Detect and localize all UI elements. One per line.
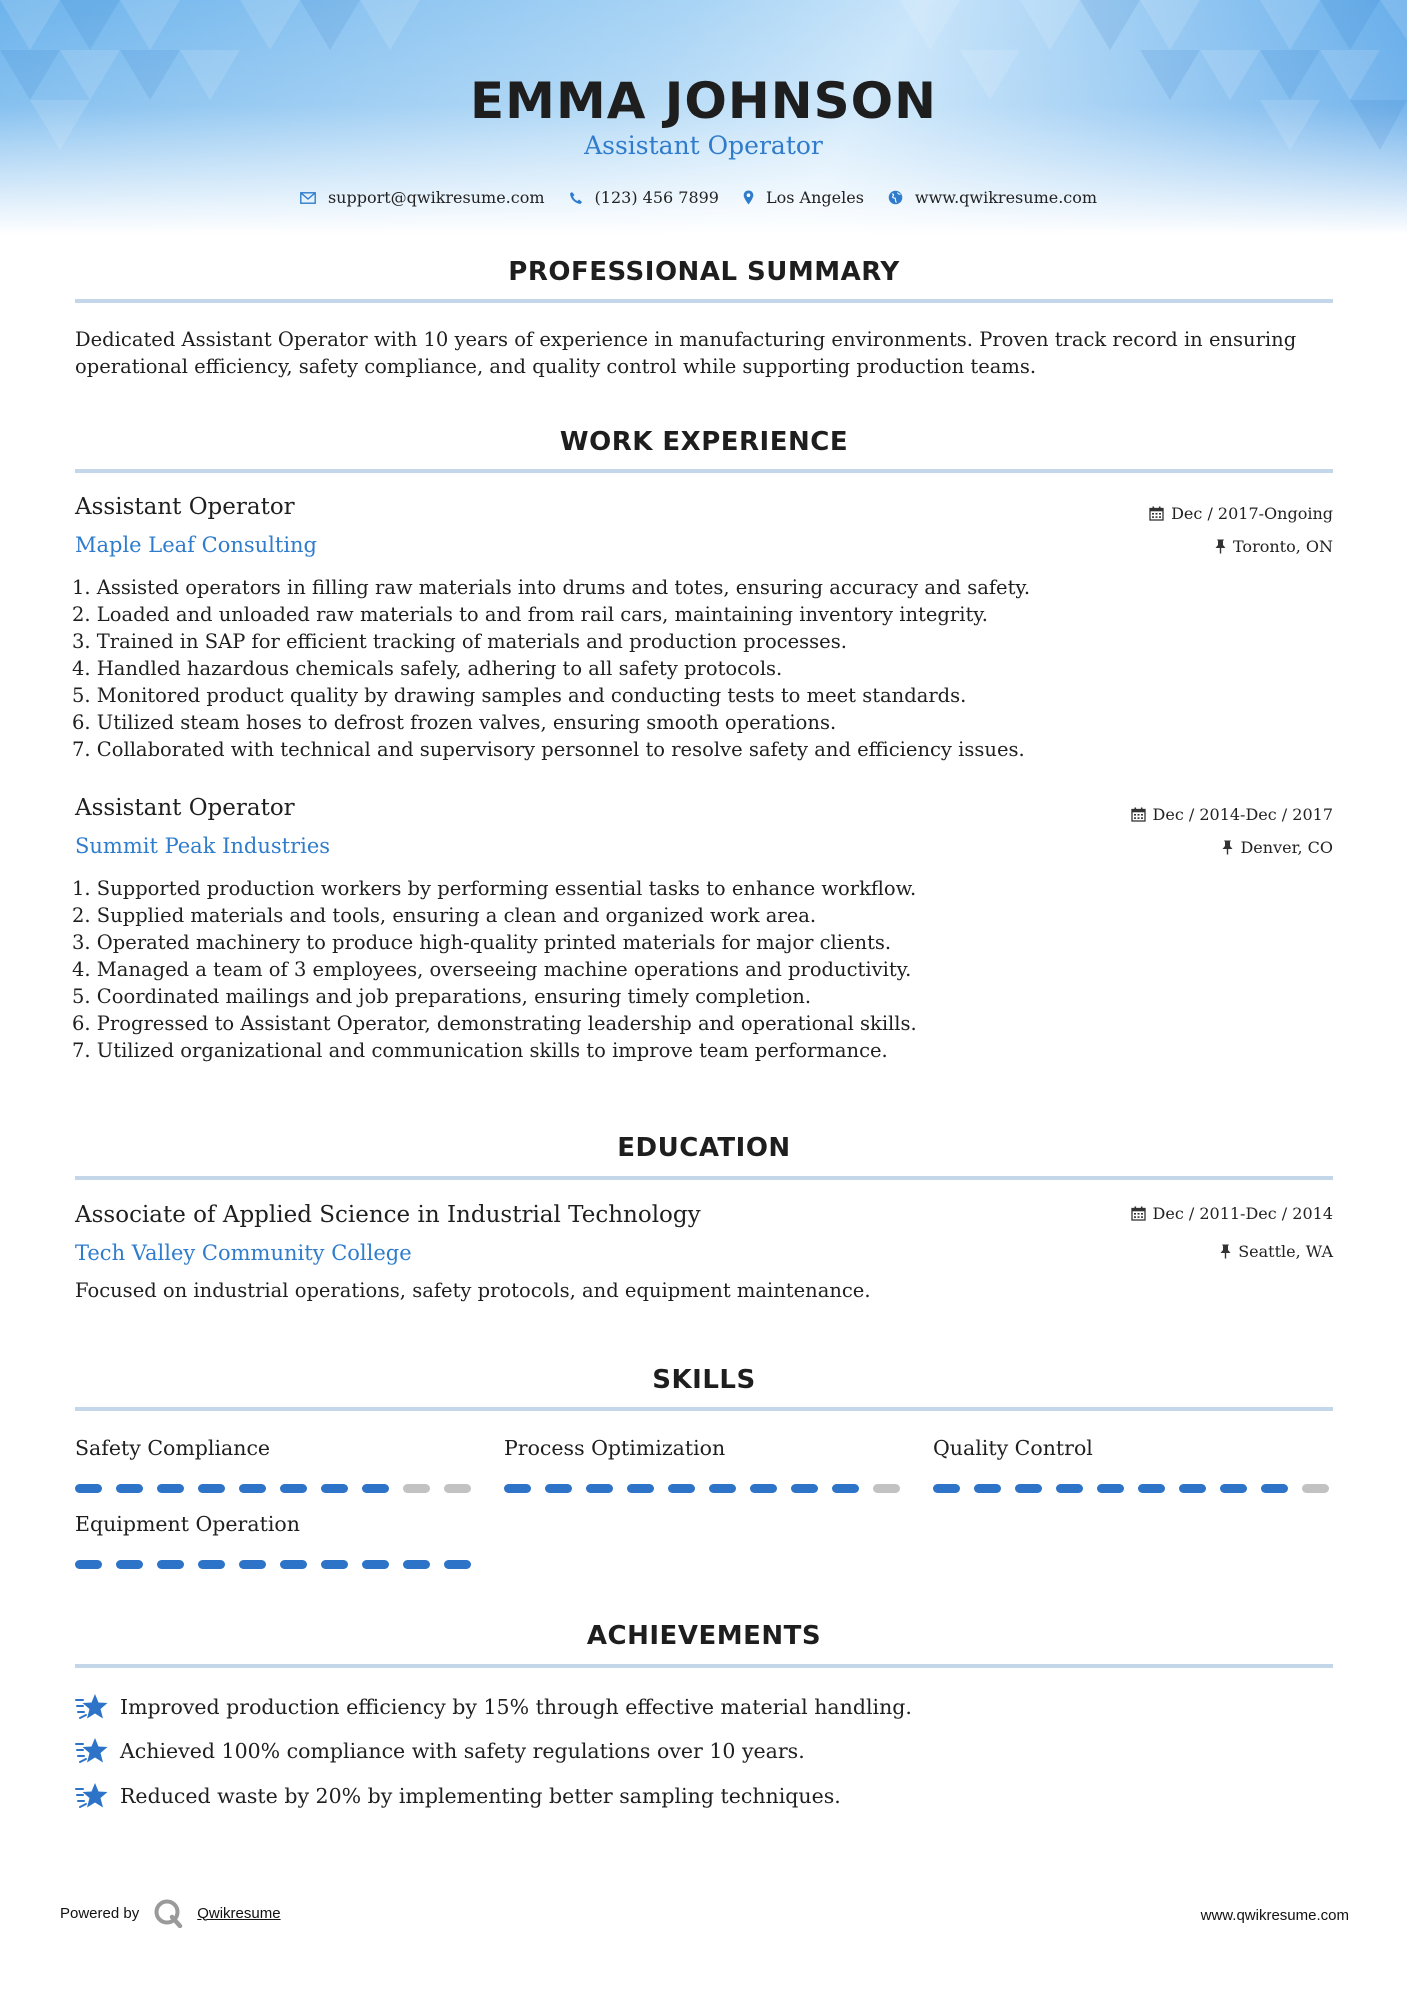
achievement-text: Improved production efficiency by 15% through effective material handling. [120, 1695, 912, 1719]
list-item: 3. Operated machinery to produce high-quality printed materials for major clients. [72, 931, 892, 954]
education-location-text: Seattle, WA [1238, 1242, 1333, 1261]
skills-heading: SKILLS [652, 1365, 756, 1395]
job-bullets [72, 875, 1332, 1064]
summary-heading: PROFESSIONAL SUMMARY [508, 257, 900, 287]
skill-name: Process Optimization [504, 1436, 726, 1460]
education-location [1220, 1242, 1333, 1261]
skill-level-bar [933, 1484, 1333, 1494]
powered-by-label: Powered by [60, 1904, 140, 1922]
contact-bar [0, 188, 1407, 207]
skill-segment-filled [668, 1484, 695, 1493]
skill-segment-filled [403, 1560, 430, 1569]
skill-segment-filled [627, 1484, 654, 1493]
skill-segment-filled [1138, 1484, 1165, 1493]
contact-email [300, 188, 545, 207]
skill-segment-filled [157, 1484, 184, 1493]
list-item: 1. Supported production workers by performing essential tasks to enhance workflow. [72, 877, 917, 900]
list-item: 3. Trained in SAP for efficient tracking of materials and production processes. [72, 630, 847, 653]
education-description: Focused on industrial operations, safety protocols, and equipment maintenance. [75, 1279, 871, 1302]
summary-text: Dedicated Assistant Operator with 10 years of experience in manufacturing environments. Proven track record in ensuring operational efficiency, safety compliance, and quality control while supporting production teams. [75, 328, 1297, 378]
skill-segment-filled [116, 1560, 143, 1569]
achievement-item [75, 1782, 841, 1810]
star-icon [75, 1782, 108, 1810]
skill-segment-filled [1261, 1484, 1288, 1493]
job-company: Maple Leaf Consulting [75, 533, 318, 557]
skills-divider [75, 1407, 1333, 1411]
skill-segment-empty [1302, 1484, 1329, 1493]
list-item: 6. Progressed to Assistant Operator, demonstrating leadership and operational skills. [72, 1012, 917, 1035]
skill-segment-empty [403, 1484, 430, 1493]
skill-level-bar [75, 1484, 475, 1494]
achievement-item [75, 1737, 805, 1765]
calendar-icon [1131, 1206, 1146, 1221]
envelope-icon [300, 192, 316, 204]
skill-segment-filled [280, 1560, 307, 1569]
skill-segment-filled [444, 1560, 471, 1569]
footer-powered-by [60, 1898, 281, 1928]
skill-segment-filled [933, 1484, 960, 1493]
job-location-text: Toronto, ON [1233, 537, 1333, 556]
job-company: Summit Peak Industries [75, 834, 331, 858]
list-item: 2. Supplied materials and tools, ensuring a clean and organized work area. [72, 904, 817, 927]
skill-segment-filled [750, 1484, 777, 1493]
job-title: Assistant Operator [75, 795, 295, 821]
list-item: 5. Monitored product quality by drawing samples and conducting tests to meet standards. [72, 684, 967, 707]
education-divider [75, 1176, 1333, 1180]
list-item: 5. Coordinated mailings and job preparations, ensuring timely completion. [72, 985, 812, 1008]
school-name: Tech Valley Community College [75, 1241, 412, 1265]
education-heading: EDUCATION [617, 1133, 791, 1163]
skill-segment-filled [1097, 1484, 1124, 1493]
calendar-icon [1131, 807, 1146, 822]
achievements-heading: ACHIEVEMENTS [586, 1621, 822, 1651]
skill-level-bar [504, 1484, 904, 1494]
experience-heading: WORK EXPERIENCE [559, 427, 849, 457]
website-text[interactable]: www.qwikresume.com [914, 188, 1098, 207]
education-dates [1131, 1204, 1333, 1223]
list-item: 7. Utilized organizational and communication skills to improve team performance. [72, 1039, 888, 1062]
achievement-item [75, 1693, 912, 1721]
skill-name: Equipment Operation [75, 1512, 300, 1536]
list-item: 1. Assisted operators in filling raw materials into drums and totes, ensuring accuracy and safety. [72, 576, 1031, 599]
skill-item [933, 1436, 1333, 1462]
skill-segment-filled [321, 1484, 348, 1493]
job-dates [1149, 504, 1333, 523]
skill-segment-filled [709, 1484, 736, 1493]
skill-segment-filled [832, 1484, 859, 1493]
list-item: 4. Handled hazardous chemicals safely, adhering to all safety protocols. [72, 657, 783, 680]
skill-name: Quality Control [933, 1436, 1093, 1460]
skill-segment-filled [1220, 1484, 1247, 1493]
star-icon [75, 1737, 108, 1765]
skill-segment-filled [974, 1484, 1001, 1493]
skill-segment-filled [198, 1560, 225, 1569]
skill-segment-filled [75, 1560, 102, 1569]
pushpin-icon [1222, 840, 1233, 855]
skill-item [75, 1436, 475, 1462]
job-location-text: Denver, CO [1240, 838, 1333, 857]
degree-title: Associate of Applied Science in Industrial Technology [75, 1202, 701, 1228]
skill-name: Safety Compliance [75, 1436, 271, 1460]
header-banner [0, 0, 1407, 235]
skill-segment-filled [362, 1560, 389, 1569]
contact-location [743, 188, 864, 207]
job-location [1215, 537, 1333, 556]
skill-segment-filled [239, 1560, 266, 1569]
skill-segment-empty [444, 1484, 471, 1493]
pushpin-icon [1215, 539, 1226, 554]
skill-segment-filled [1015, 1484, 1042, 1493]
email-text[interactable]: support@qwikresume.com [327, 188, 545, 207]
map-pin-icon [743, 190, 754, 205]
skill-item [75, 1512, 475, 1538]
list-item: 7. Collaborated with technical and supervisory personnel to resolve safety and efficiency issues. [72, 738, 1025, 761]
achievements-divider [75, 1664, 1333, 1668]
phone-icon [569, 191, 583, 205]
skill-segment-filled [586, 1484, 613, 1493]
location-text: Los Angeles [765, 188, 864, 207]
skill-segment-filled [1179, 1484, 1206, 1493]
skill-segment-filled [116, 1484, 143, 1493]
list-item: 6. Utilized steam hoses to defrost frozen valves, ensuring smooth operations. [72, 711, 837, 734]
list-item: 2. Loaded and unloaded raw materials to and from rail cars, maintaining inventory integrity. [72, 603, 988, 626]
globe-icon [888, 190, 903, 205]
pushpin-icon [1220, 1244, 1231, 1259]
skill-segment-filled [75, 1484, 102, 1493]
job-dates-text: Dec / 2014-Dec / 2017 [1152, 805, 1333, 824]
job-dates [1131, 805, 1333, 824]
brand-link[interactable]: Qwikresume [197, 1904, 281, 1922]
calendar-icon [1149, 506, 1164, 521]
skill-segment-filled [791, 1484, 818, 1493]
skill-segment-filled [198, 1484, 225, 1493]
skill-segment-filled [280, 1484, 307, 1493]
job-dates-text: Dec / 2017-Ongoing [1171, 504, 1333, 523]
skill-segment-filled [239, 1484, 266, 1493]
phone-text: (123) 456 7899 [594, 188, 719, 207]
skill-segment-empty [873, 1484, 900, 1493]
education-dates-text: Dec / 2011-Dec / 2014 [1152, 1204, 1333, 1223]
qwikresume-logo-icon [153, 1898, 183, 1928]
skill-segment-filled [321, 1560, 348, 1569]
list-item: 4. Managed a team of 3 employees, overseeing machine operations and productivity. [72, 958, 912, 981]
experience-divider [75, 469, 1333, 473]
star-icon [75, 1693, 108, 1721]
footer-website[interactable]: www.qwikresume.com [1200, 1907, 1349, 1924]
skill-segment-filled [504, 1484, 531, 1493]
job-title: Assistant Operator [75, 494, 295, 520]
skill-segment-filled [545, 1484, 572, 1493]
job-bullets [72, 574, 1332, 763]
candidate-role: Assistant Operator [584, 131, 823, 160]
candidate-name: EMMA JOHNSON [470, 72, 937, 130]
contact-website [888, 188, 1097, 207]
contact-phone [569, 188, 719, 207]
achievement-text: Achieved 100% compliance with safety regulations over 10 years. [120, 1739, 805, 1763]
achievement-text: Reduced waste by 20% by implementing better sampling techniques. [120, 1784, 841, 1808]
summary-divider [75, 299, 1333, 303]
skill-item [504, 1436, 904, 1462]
skill-segment-filled [157, 1560, 184, 1569]
skill-level-bar [75, 1560, 475, 1570]
job-location [1222, 838, 1333, 857]
skill-segment-filled [1056, 1484, 1083, 1493]
skill-segment-filled [362, 1484, 389, 1493]
